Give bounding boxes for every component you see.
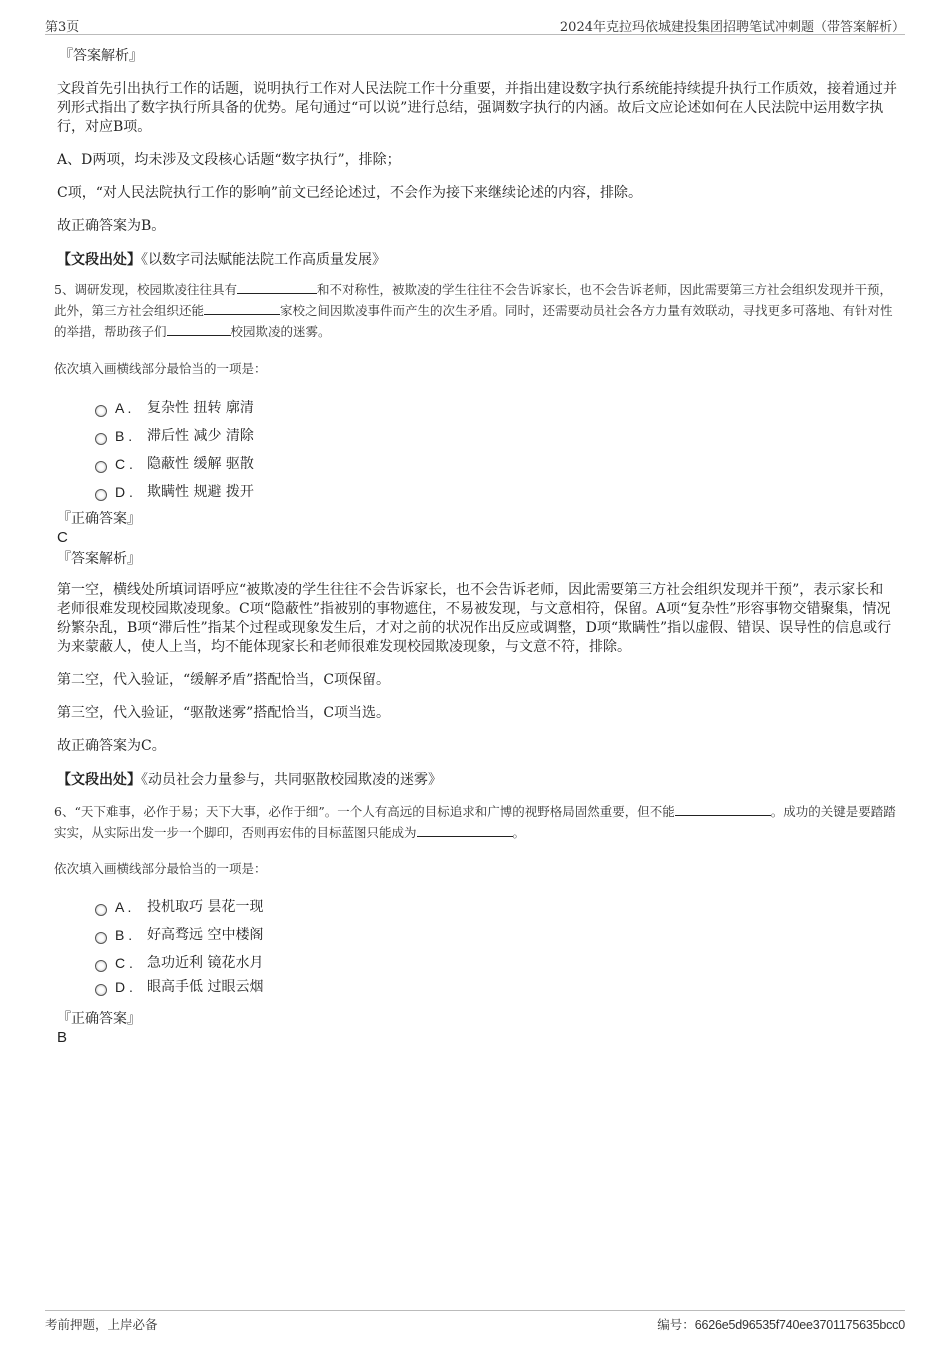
q6-option-c[interactable]	[95, 949, 897, 977]
q5-answer: C	[57, 529, 68, 546]
q6-text-2: 。成功的关键是要踏踏实实，从实际出发一步一个脚印，否则再宏伟的目标蓝图只能成为	[54, 804, 896, 840]
option-letter: D .	[115, 979, 133, 995]
q5-text-4: 校园欺凌的迷雾。	[230, 324, 331, 339]
q5-analysis-p2: 第二空，代入验证，“缓解矛盾”搭配恰当，C项保留。	[57, 672, 391, 688]
footer-code	[657, 1315, 905, 1333]
q5-source-label: 【文段出处】	[57, 772, 141, 788]
q4-analysis-p1: 文段首先引出执行工作的话题，说明执行工作对人民法院工作十分重要，并指出建设数字执行系统能持续提升执行工作质效，接着通过并列形式指出了数字执行所具备的优势。尾句通过“可以说”进行总结，强调数字执行的内涵。故后文应论述如何在人民法院中运用数字执行，对应B项。	[57, 81, 897, 135]
option-text: 眼高手低 过眼云烟	[147, 979, 264, 995]
radio-icon[interactable]	[95, 489, 107, 501]
q5-analysis-p3: 第三空，代入验证，“驱散迷雾”搭配恰当，C项当选。	[57, 705, 391, 721]
footer-code-value: 6626e5d96535f740ee3701175635bcc0	[694, 1318, 905, 1332]
radio-icon[interactable]	[95, 984, 107, 996]
q5-source	[57, 769, 897, 789]
option-letter: A .	[115, 400, 132, 416]
radio-icon[interactable]	[95, 405, 107, 417]
option-text: 好高骛远 空中楼阁	[147, 927, 264, 943]
q5-answer-label: 『正确答案』	[57, 511, 141, 527]
q5-source-title: 《动员社会力量参与，共同驱散校园欺凌的迷雾》	[141, 772, 442, 788]
option-text: 投机取巧 昙花一现	[147, 899, 264, 915]
radio-icon[interactable]	[95, 904, 107, 916]
q6-option-a[interactable]	[95, 893, 897, 921]
q5-blank-2	[204, 302, 280, 315]
radio-icon[interactable]	[95, 433, 107, 445]
q5-analysis-label: 『答案解析』	[57, 551, 141, 567]
q5-option-d[interactable]	[95, 478, 897, 506]
q4-analysis-p2: A、D两项，均未涉及文段核心话题“数字执行”，排除；	[57, 152, 401, 168]
q5-option-c[interactable]	[95, 450, 897, 478]
option-text: 复杂性 扭转 廓清	[147, 400, 254, 416]
q4-analysis-label: 『答案解析』	[59, 48, 143, 64]
q4-source	[57, 249, 897, 269]
q5-text-3: 家校之间因欺凌事件而产生的次生矛盾。同时，还需要动员社会各方力量有效联动，寻找更多可落地、有针对性的举措，帮助孩子们	[54, 303, 893, 339]
option-letter: D .	[115, 484, 133, 500]
option-letter: C .	[115, 456, 133, 472]
q5-blank-3	[167, 323, 231, 336]
q6-option-d[interactable]	[95, 977, 897, 997]
document-title: 2024年克拉玛依城建投集团招聘笔试冲刺题（带答案解析）	[559, 20, 905, 35]
q6-blank-1	[675, 803, 771, 816]
option-letter: C .	[115, 955, 133, 971]
option-letter: A .	[115, 899, 132, 915]
content	[54, 46, 897, 1047]
q6-answer-label: 『正确答案』	[57, 1011, 141, 1027]
q6-answer: B	[57, 1029, 68, 1046]
q5-option-a[interactable]	[95, 394, 897, 422]
option-text: 滞后性 减少 清除	[147, 428, 254, 444]
q5-prompt: 依次填入画横线部分最恰当的一项是：	[54, 361, 267, 376]
q6-option-b[interactable]	[95, 921, 897, 949]
q6-text-3: 。	[512, 825, 526, 840]
q6-question	[54, 801, 897, 843]
footer-code-label: 编号：	[657, 1317, 695, 1332]
option-letter: B .	[115, 927, 133, 943]
option-text: 隐蔽性 缓解 驱散	[147, 456, 254, 472]
q5-text-1: 5、调研发现，校园欺凌往往具有	[54, 282, 237, 297]
q6-prompt: 依次填入画横线部分最恰当的一项是：	[54, 861, 267, 876]
q4-analysis-p3: C项，“对人民法院执行工作的影响”前文已经论述过，不会作为接下来继续论述的内容，排除。	[57, 185, 643, 201]
q5-analysis-p1: 第一空，横线处所填词语呼应“被欺凌的学生往往不会告诉家长，也不会告诉老师，因此需要第三方社会组织发现并干预”，表示家长和老师很难发现校园欺凌现象。C项“隐蔽性”指被别的事物遮住，不易被发现，与文意相符，保留。A项“复杂性”形容事物交错聚集，情况纷繁杂乱，B项“滞后性”指某个过程或现象发生后，才对之前的状况作出反应或调整，D项“欺瞒性”指以虚假、错误、误导性的信息或行为来蒙蔽人，使人上当，均不能体现家长和老师很难发现校园欺凌现象，与文意不符，排除。	[57, 582, 892, 655]
q5-blank-1	[237, 281, 317, 294]
option-text: 急功近利 镜花水月	[147, 955, 264, 971]
page-number: 第3页	[45, 20, 80, 35]
q4-analysis-p4: 故正确答案为B。	[57, 218, 166, 234]
page-footer	[45, 1310, 905, 1333]
q4-source-label: 【文段出处】	[57, 252, 141, 268]
q5-option-b[interactable]	[95, 422, 897, 450]
q6-text-1: 6、“天下难事，必作于易；天下大事，必作于细”。一个人有高远的目标追求和广博的视野格局固然重要，但不能	[54, 804, 675, 819]
q5-options	[57, 394, 897, 506]
option-letter: B .	[115, 428, 133, 444]
q5-analysis-p4: 故正确答案为C。	[57, 738, 166, 754]
radio-icon[interactable]	[95, 932, 107, 944]
radio-icon[interactable]	[95, 461, 107, 473]
option-text: 欺瞒性 规避 拨开	[147, 484, 254, 500]
radio-icon[interactable]	[95, 960, 107, 972]
q6-options	[57, 893, 897, 997]
q6-blank-2	[417, 824, 513, 837]
q4-source-title: 《以数字司法赋能法院工作高质量发展》	[141, 252, 386, 268]
page-header	[45, 14, 905, 35]
footer-slogan: 考前押题，上岸必备	[45, 1317, 158, 1332]
q5-question	[54, 279, 897, 342]
q5-text-2: 和不对称性，被欺凌的学生往往不会告诉家长，也不会告诉老师，因此需要第三方社会组织发现并干预，此外，第三方社会组织还能	[54, 282, 892, 318]
